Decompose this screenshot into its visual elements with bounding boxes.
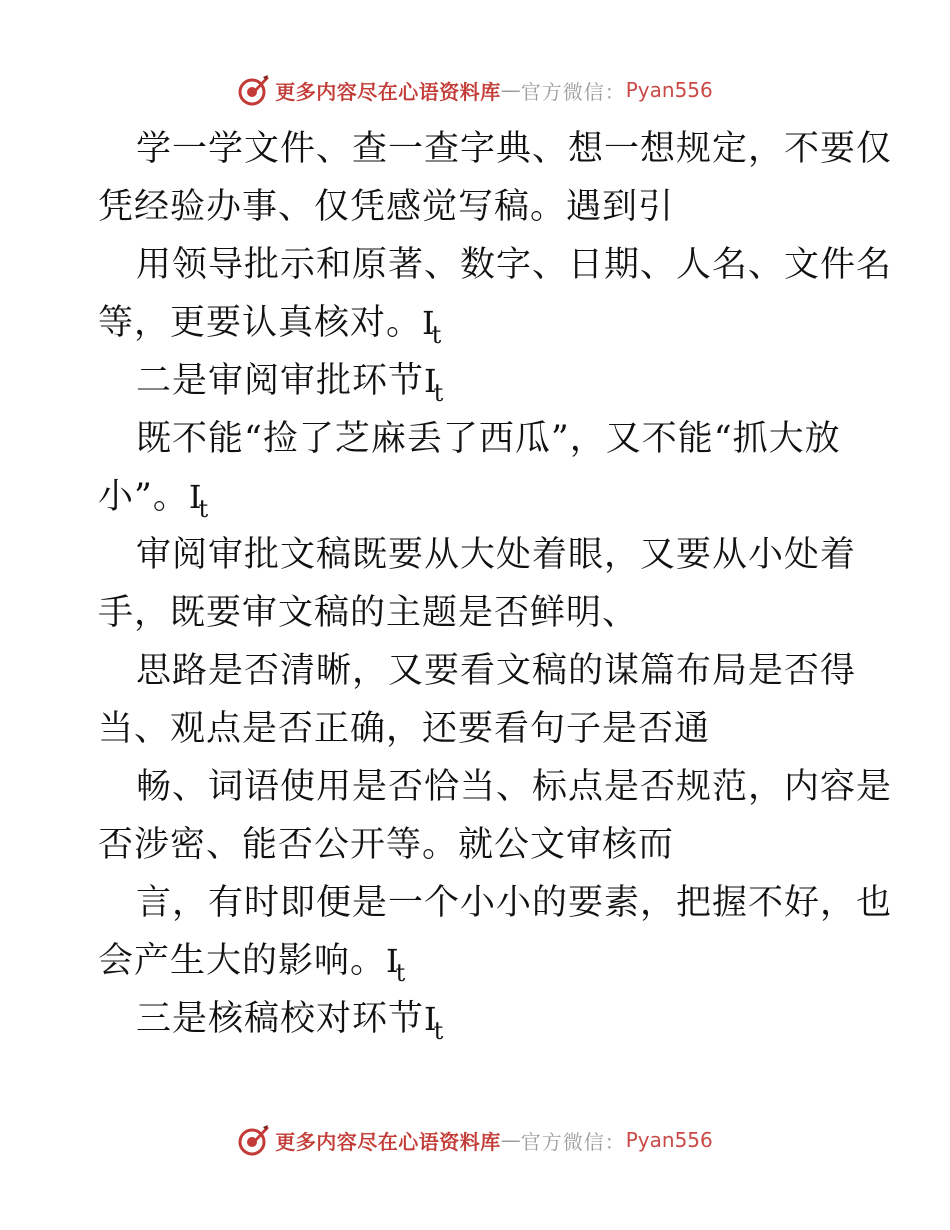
text-line bbox=[98, 990, 858, 1048]
line-text: 小”。 bbox=[98, 477, 189, 517]
line-text: 手，既要审文稿的主题是否鲜明、 bbox=[98, 593, 639, 633]
line-text: 思路是否清晰，又要看文稿的谋篇布局是否得 bbox=[136, 651, 857, 691]
mark-sub: t bbox=[431, 321, 442, 349]
header-banner bbox=[0, 70, 950, 110]
mark-main: I bbox=[188, 478, 202, 516]
text-line bbox=[98, 294, 858, 352]
line-text: 既不能“捡了芝麻丢了西瓜”，又不能“抓大放 bbox=[136, 419, 841, 459]
mark-main: I bbox=[424, 362, 437, 400]
banner-wechat-label: 官方微信： bbox=[520, 1129, 626, 1154]
mark-main: I bbox=[424, 1000, 437, 1038]
line-text: 否涉密、能否公开等。就公文审核而 bbox=[98, 825, 675, 865]
text-line bbox=[98, 642, 858, 700]
banner-main-text: 更多内容尽在心语资料库 bbox=[275, 79, 501, 104]
line-text: 言，有时即便是一个小小的要素，把握不好，也 bbox=[136, 883, 893, 923]
line-end-mark bbox=[189, 468, 211, 529]
line-text: 凭经验办事、仅凭感觉写稿。遇到引 bbox=[98, 187, 675, 227]
banner-wechat-id: Pyan556 bbox=[625, 78, 713, 102]
line-text: 当、观点是否正确，还要看句子是否通 bbox=[98, 709, 711, 749]
line-text: 二是审阅审批环节 bbox=[136, 361, 425, 401]
line-text: 等，更要认真核对。 bbox=[98, 303, 423, 343]
mark-sub: t bbox=[433, 379, 444, 407]
line-text: 三是核稿校对环节 bbox=[136, 999, 425, 1039]
line-end-mark bbox=[386, 932, 408, 993]
line-end-mark bbox=[422, 294, 444, 355]
line-text: 用领导批示和原著、数字、日期、人名、文件名 bbox=[136, 245, 893, 285]
document-body bbox=[98, 120, 893, 1048]
text-line bbox=[98, 584, 858, 642]
banner-main-text: 更多内容尽在心语资料库 bbox=[275, 1129, 501, 1154]
mark-main: I bbox=[386, 942, 399, 980]
text-line bbox=[98, 352, 858, 410]
mark-sub: t bbox=[198, 495, 209, 523]
text-line bbox=[98, 120, 893, 178]
line-end-mark bbox=[424, 352, 446, 413]
quill-logo-icon bbox=[237, 1123, 271, 1157]
banner-dash: — bbox=[500, 1128, 521, 1152]
text-line bbox=[98, 410, 858, 468]
text-line bbox=[98, 758, 893, 816]
text-line bbox=[98, 178, 858, 236]
line-text: 畅、词语使用是否恰当、标点是否规范，内容是 bbox=[136, 767, 893, 807]
banner-wechat-id: Pyan556 bbox=[625, 1128, 713, 1152]
banner-wechat-label: 官方微信： bbox=[520, 79, 626, 104]
text-line bbox=[98, 932, 858, 990]
mark-main: I bbox=[422, 304, 435, 342]
banner-dash: — bbox=[500, 78, 521, 102]
quill-logo-icon bbox=[237, 73, 271, 107]
line-end-mark bbox=[424, 990, 446, 1051]
text-line bbox=[98, 700, 858, 758]
line-text: 学一学文件、查一查字典、想一想规定，不要仅 bbox=[136, 129, 893, 169]
text-line bbox=[98, 816, 858, 874]
line-text: 会产生大的影响。 bbox=[98, 941, 387, 981]
text-line bbox=[98, 526, 858, 584]
line-text: 审阅审批文稿既要从大处着眼，又要从小处着 bbox=[136, 535, 857, 575]
mark-sub: t bbox=[433, 1017, 444, 1045]
text-line bbox=[98, 874, 893, 932]
text-line bbox=[98, 468, 858, 526]
footer-banner bbox=[0, 1120, 950, 1160]
mark-sub: t bbox=[395, 959, 406, 987]
text-line bbox=[98, 236, 893, 294]
